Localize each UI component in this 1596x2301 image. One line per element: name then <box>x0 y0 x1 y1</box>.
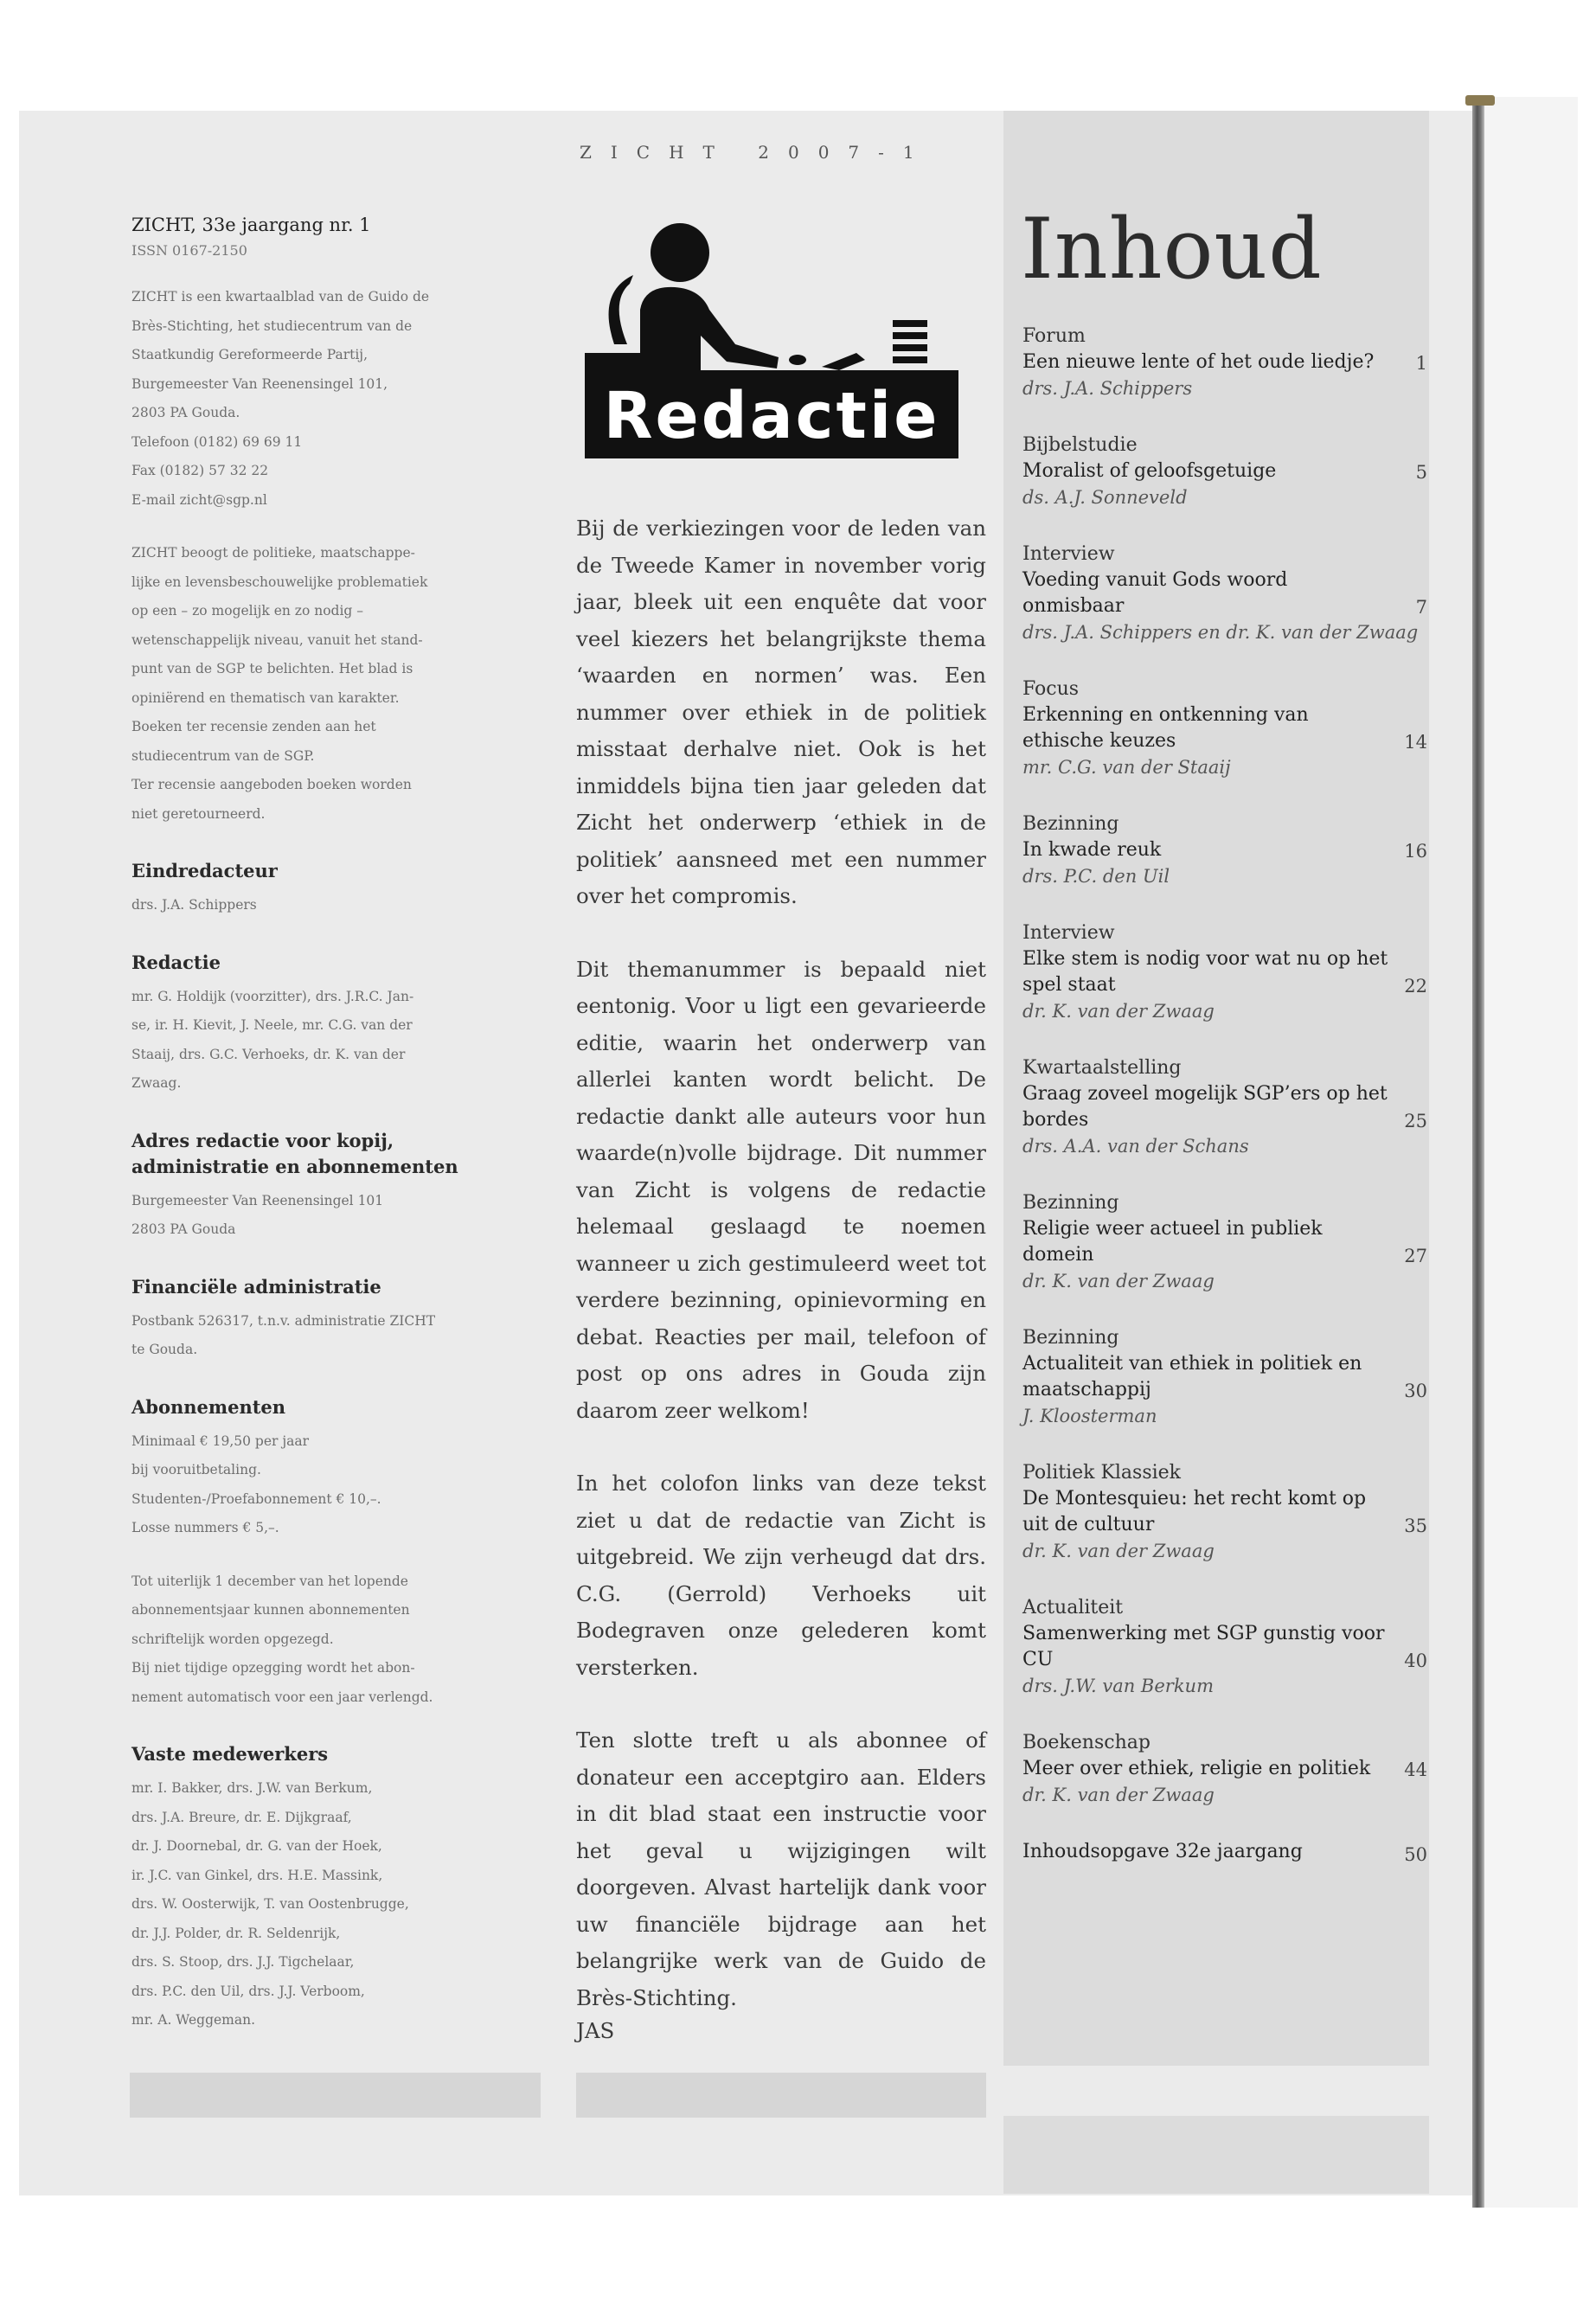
toc-headline: Meer over ethiek, religie en politiek <box>1022 1758 1371 1779</box>
colophon-section <box>131 858 478 920</box>
toc-list <box>1022 324 1429 1896</box>
toc-page-number: 1 <box>1415 353 1427 374</box>
running-head: ZICHT 2007-1 <box>580 142 933 163</box>
colophon-section-heading: Financiële administratie <box>131 1275 381 1298</box>
redactie-logo <box>580 215 977 461</box>
binding-spine <box>1472 97 1484 2208</box>
toc-category: Bezinning <box>1022 813 1119 835</box>
colophon-section-heading: Eindredacteur <box>131 860 278 881</box>
editorial-signature: JAS <box>576 2018 615 2043</box>
toc-page-number: 40 <box>1404 1650 1427 1671</box>
colophon-section-line: 2803 PA Gouda <box>131 1221 236 1237</box>
toc-item[interactable] <box>1022 324 1429 401</box>
toc-author: dr. K. van der Zwaag <box>1022 1785 1215 1805</box>
staff-line: ir. J.C. van Ginkel, drs. H.E. Massink, <box>131 1867 383 1883</box>
toc-headline: Religie weer actueel in publiek domein <box>1022 1218 1323 1266</box>
staff-line: dr. J.J. Polder, dr. R. Seldenrijk, <box>131 1925 341 1941</box>
colophon-section-heading: Redactie <box>131 951 221 973</box>
colophon-section-line: drs. J.A. Schippers <box>131 897 257 913</box>
staff-line: drs. W. Oosterwijk, T. van Oostenbrugge, <box>131 1896 409 1912</box>
toc-author: drs. J.A. Schippers en dr. K. van der Zwaag <box>1022 622 1419 643</box>
colophon-section-line: Studenten-/Proefabonnement € 10,–. <box>131 1490 381 1507</box>
colophon-section <box>131 1274 478 1365</box>
colophon-aim <box>131 539 478 829</box>
toc-author: drs. A.A. van der Schans <box>1022 1136 1249 1157</box>
toc-headline: Inhoudsopgave 32e jaargang <box>1022 1841 1303 1862</box>
toc-page-number: 22 <box>1404 976 1427 997</box>
toc-author: drs. P.C. den Uil <box>1022 866 1170 887</box>
colophon-section-line: Minimaal € 19,50 per jaar <box>131 1433 310 1449</box>
colophon-line: Tot uiterlijk 1 december van het lopende <box>131 1573 408 1589</box>
staff-line: mr. A. Weggeman. <box>131 2012 256 2028</box>
footer-bar-left <box>130 2073 541 2118</box>
colophon-section <box>131 950 478 1099</box>
editorial-text <box>576 510 986 2043</box>
colophon-section-line: bij vooruitbetaling. <box>131 1462 261 1477</box>
toc-headline: Een nieuwe lente of het oude liedje? <box>1022 351 1375 373</box>
toc-item[interactable] <box>1022 433 1429 510</box>
toc-item[interactable] <box>1022 1325 1429 1429</box>
staff-line: mr. I. Bakker, drs. J.W. van Berkum, <box>131 1780 373 1796</box>
toc-item[interactable] <box>1022 1595 1429 1699</box>
desk-items-icon <box>789 320 927 370</box>
colophon-line: ZICHT is een kwartaalblad van de Guido de <box>131 289 430 304</box>
logo-word: Redactie <box>603 379 940 453</box>
colophon-line: schriftelijk worden opgezegd. <box>131 1631 334 1647</box>
colophon-line: niet geretourneerd. <box>131 805 266 822</box>
colophon-line: ZICHT beoogt de politieke, maatschappe- <box>131 545 415 561</box>
toc-author: J. Kloosterman <box>1022 1406 1157 1426</box>
colophon-line: Staatkundig Gereformeerde Partij, <box>131 347 369 362</box>
toc-title: Inhoud <box>1021 201 1323 298</box>
toc-author: dr. K. van der Zwaag <box>1022 1271 1215 1292</box>
colophon-line: opiniërend en thematisch van karakter. <box>131 689 400 706</box>
colophon-section-heading: Abonnementen <box>131 1395 286 1418</box>
colophon-line: E-mail zicht@sgp.nl <box>131 491 267 508</box>
colophon-sections <box>131 858 478 1543</box>
colophon-intro <box>131 283 478 515</box>
toc-item[interactable] <box>1022 542 1429 645</box>
toc-category: Boekenschap <box>1022 1732 1151 1753</box>
toc-author: dr. K. van der Zwaag <box>1022 1001 1215 1022</box>
toc-category: Interview <box>1022 922 1115 944</box>
colophon-section-line: te Gouda. <box>131 1342 198 1357</box>
toc-category: Bijbelstudie <box>1022 434 1138 456</box>
staff-line: drs. J.A. Breure, dr. E. Dijkgraaf, <box>131 1809 352 1825</box>
staff-list <box>131 1774 478 2035</box>
toc-page-number: 30 <box>1404 1381 1427 1401</box>
toc-category: Interview <box>1022 543 1115 565</box>
colophon-section <box>131 1394 478 1543</box>
colophon-section-line: Burgemeester Van Reenensingel 101 <box>131 1192 384 1208</box>
colophon-line: lijke en levensbeschouwelijke problematiek <box>131 574 428 590</box>
colophon-line: studiecentrum van de SGP. <box>131 747 315 764</box>
colophon-section-line: mr. G. Holdijk (voorzitter), drs. J.R.C. Jan- <box>131 988 414 1004</box>
colophon-line: Telefoon (0182) 69 69 11 <box>131 433 303 450</box>
toc-page-number: 14 <box>1404 732 1427 753</box>
colophon-section-line: Losse nummers € 5,–. <box>131 1520 279 1535</box>
toc-category: Actualiteit <box>1022 1597 1124 1618</box>
colophon-line: wetenschappelijk niveau, vanuit het stand- <box>131 631 423 648</box>
toc-background-panel-bottom <box>1003 2116 1429 2194</box>
colophon-line: Boeken ter recensie zenden aan het <box>131 719 376 734</box>
colophon-section-line: Staaij, drs. G.C. Verhoeks, dr. K. van der <box>131 1046 406 1062</box>
toc-headline: In kwade reuk <box>1022 839 1162 861</box>
colophon-line: Bij niet tijdige opzegging wordt het abon- <box>131 1660 415 1676</box>
toc-page-number: 5 <box>1415 462 1427 483</box>
colophon-line: Fax (0182) 57 32 22 <box>131 463 269 478</box>
toc-headline: Elke stem is nodig voor wat nu op het spel staat <box>1022 948 1388 996</box>
toc-headline: Graag zoveel mogelijk SGP’ers op het bordes <box>1022 1083 1388 1131</box>
toc-category: Politiek Klassiek <box>1022 1462 1182 1484</box>
colophon-section-heading: Adres redactie voor kopij, administratie en abonnementen <box>131 1129 458 1177</box>
toc-page-number: 16 <box>1404 841 1427 862</box>
toc-headline: De Montesquieu: het recht komt op uit de cultuur <box>1022 1488 1367 1535</box>
colophon-section-line: se, ir. H. Kievit, J. Neele, mr. C.G. van der <box>131 1017 413 1033</box>
colophon-line: nement automatisch voor een jaar verlengd. <box>131 1689 433 1705</box>
staff-line: drs. P.C. den Uil, drs. J.J. Verboom, <box>131 1983 365 1999</box>
toc-item[interactable] <box>1022 1190 1429 1294</box>
staff-line: drs. S. Stoop, drs. J.J. Tigchelaar, <box>131 1954 355 1970</box>
toc-item[interactable] <box>1022 1460 1429 1564</box>
toc-category: Bezinning <box>1022 1192 1119 1214</box>
colophon-line: 2803 PA Gouda. <box>131 405 240 420</box>
colophon-section <box>131 1128 478 1245</box>
toc-headline: Actualiteit van ethiek in politiek en maatschappij <box>1022 1353 1362 1400</box>
toc-item[interactable] <box>1022 1730 1429 1808</box>
colophon <box>131 215 478 2035</box>
toc-category: Focus <box>1022 678 1080 700</box>
toc-category: Bezinning <box>1022 1327 1119 1349</box>
colophon-section-line: Zwaag. <box>131 1075 182 1091</box>
colophon-section-line: Postbank 526317, t.n.v. administratie ZICHT <box>131 1312 436 1329</box>
adjacent-page-edge <box>1481 97 1578 2208</box>
editorial-paragraph: Dit themanummer is bepaald niet eentonig. Voor u ligt een gevarieerde editie, waarin het onderwerp van allerlei kanten wordt belicht. De redactie dankt alle auteurs voor hun waarde(n)volle bijdrage. Dit nummer van Zicht is volgens de redactie helemaal geslaagd te noemen wanneer u zich gestimuleerd weet tot verdere bezinning, opinievorming en debat. Reacties per mail, telefoon of post op ons adres in Gouda zijn daarom zeer welkom! <box>576 956 986 1423</box>
toc-page-number: 44 <box>1404 1759 1427 1780</box>
staff-line: dr. J. Doornebal, dr. G. van der Hoek, <box>131 1838 382 1854</box>
toc-author: drs. J.W. van Berkum <box>1022 1676 1214 1696</box>
colophon-line: punt van de SGP te belichten. Het blad is <box>131 661 413 676</box>
toc-page-number: 50 <box>1404 1844 1427 1865</box>
toc-item[interactable] <box>1022 811 1429 889</box>
toc-author: dr. K. van der Zwaag <box>1022 1541 1215 1561</box>
toc-item[interactable] <box>1022 920 1429 1024</box>
toc-headline: Samenwerking met SGP gunstig voor CU <box>1022 1623 1385 1670</box>
toc-page-number: 35 <box>1404 1516 1427 1536</box>
toc-category: Forum <box>1022 325 1086 347</box>
toc-author: mr. C.G. van der Staaij <box>1022 757 1231 778</box>
colophon-line: Ter recensie aangeboden boeken worden <box>131 777 412 792</box>
toc-item[interactable] <box>1022 676 1429 780</box>
toc-item[interactable] <box>1022 1839 1429 1865</box>
toc-headline: Erkenning en ontkenning van ethische keuzes <box>1022 704 1309 752</box>
masthead-title: ZICHT, 33e jaargang nr. 1 <box>131 215 371 235</box>
toc-item[interactable] <box>1022 1055 1429 1159</box>
colophon-line: Brès-Stichting, het studiecentrum van de <box>131 317 413 334</box>
toc-author: ds. A.J. Sonneveld <box>1022 487 1188 508</box>
editorial-paragraph: In het colofon links van deze tekst ziet u dat de redactie van Zicht is uitgebreid. We zijn verheugd dat drs. C.G. (Gerrold) Verhoeks uit Bodegraven onze gelederen komt versterken. <box>576 1471 986 1680</box>
masthead-issn: ISSN 0167-2150 <box>131 242 247 259</box>
colophon-cancellation <box>131 1567 478 1713</box>
toc-page-number: 25 <box>1404 1111 1427 1131</box>
toc-page-number: 7 <box>1415 597 1427 618</box>
staff-heading: Vaste medewerkers <box>131 1743 329 1765</box>
colophon-line: op een – zo mogelijk en zo nodig – <box>131 603 364 619</box>
binding-clip <box>1465 95 1495 106</box>
footer-bar-middle <box>576 2073 986 2118</box>
colophon-line: abonnementsjaar kunnen abonnementen <box>131 1602 410 1618</box>
editorial-paragraph: Bij de verkiezingen voor de leden van de Tweede Kamer in november vorig jaar, bleek uit een enquête dat voor veel kiezers het belangrijkste thema ‘waarden en normen’ was. Een nummer over ethiek in de politiek misstaat derhalve niet. Ook is het inmiddels bijna tien jaar geleden dat Zicht het onderwerp ‘ethiek in de politiek’ aansneed met een nummer over het compromis. <box>576 516 986 908</box>
toc-headline: Voeding vanuit Gods woord onmisbaar <box>1022 569 1288 617</box>
editorial-paragraph: Ten slotte treft u als abonnee of donateur een acceptgiro aan. Elders in dit blad staat een instructie voor het geval u wijzigingen wilt doorgeven. Alvast hartelijk dank voor uw financiële bijdrage aan het belangrijke werk van de Guido de Brès-Stichting. <box>576 1727 986 2010</box>
colophon-line: Burgemeester Van Reenensingel 101, <box>131 375 388 392</box>
toc-category: Kwartaalstelling <box>1022 1057 1182 1079</box>
toc-headline: Moralist of geloofsgetuige <box>1022 460 1277 482</box>
toc-page-number: 27 <box>1404 1246 1427 1266</box>
toc-author: drs. J.A. Schippers <box>1022 378 1193 399</box>
